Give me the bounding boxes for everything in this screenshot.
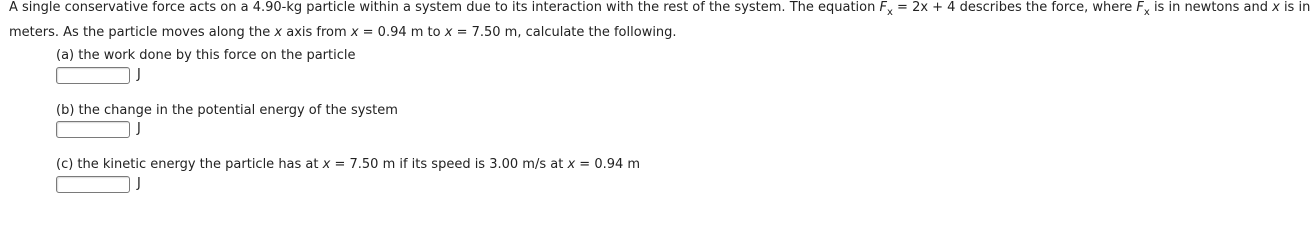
- problem-text: is in newtons and: [1149, 0, 1273, 15]
- force-subscript: x: [1143, 7, 1150, 18]
- variable-x: x: [322, 157, 331, 172]
- variable-x: x: [444, 25, 453, 40]
- part-a-answer-input[interactable]: [56, 67, 130, 84]
- problem-text: = 0.94 m to: [358, 25, 445, 40]
- part-a-unit: J: [137, 67, 141, 82]
- problem-text: meters. As the particle moves along the: [9, 25, 275, 40]
- force-symbol: F: [879, 0, 887, 15]
- part-b-answer-input[interactable]: [56, 121, 130, 138]
- problem-line-2: [9, 25, 677, 40]
- part-c-text: = 0.94 m: [575, 157, 641, 172]
- variable-x: x: [274, 25, 283, 40]
- variable-x: x: [567, 157, 576, 172]
- part-c-answer-input[interactable]: [56, 176, 130, 193]
- problem-text: = 7.50 m, calculate the following.: [452, 25, 677, 40]
- force-symbol: F: [1136, 0, 1144, 15]
- part-c-text: (c) the kinetic energy the particle has at: [56, 157, 323, 172]
- part-c-unit: J: [137, 176, 141, 191]
- part-c-text: = 7.50 m if its speed is 3.00 m/s at: [330, 157, 568, 172]
- problem-text: is in: [1279, 0, 1310, 15]
- problem-line-1: [9, 0, 1310, 18]
- part-b-label: (b) the change in the potential energy of the system: [56, 103, 398, 118]
- part-b-unit: J: [137, 121, 141, 136]
- problem-text: axis from: [282, 25, 351, 40]
- variable-x: x: [1272, 0, 1280, 15]
- variable-x: x: [350, 25, 359, 40]
- part-c-label: [56, 157, 640, 172]
- problem-text: A single conservative force acts on a 4.90-kg particle within a system due to its interaction with the rest of the system. The equation: [9, 0, 880, 15]
- part-a-label: (a) the work done by this force on the particle: [56, 48, 356, 63]
- force-subscript: x: [886, 7, 893, 18]
- problem-text: = 2x + 4 describes the force, where: [892, 0, 1137, 15]
